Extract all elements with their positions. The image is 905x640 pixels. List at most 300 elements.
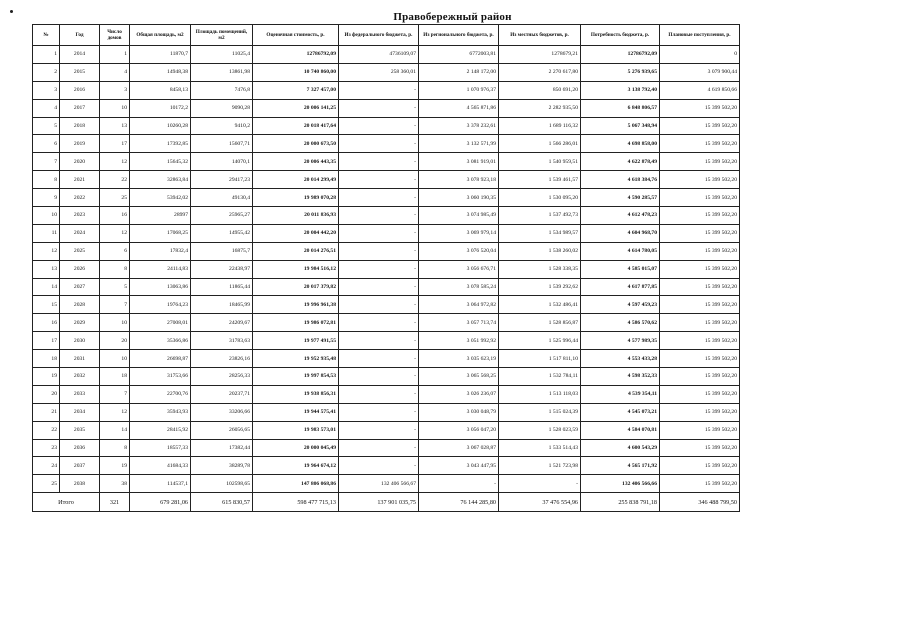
- table-row: [33, 81, 740, 99]
- cell-budget-need: 4 698 858,00: [581, 135, 660, 153]
- cell-federal-budget: -: [339, 296, 419, 314]
- cell-local-budget: 1 521 723,98: [499, 457, 581, 475]
- cell-houses: 20: [100, 332, 130, 350]
- cell-premises-area: 20237,71: [191, 385, 253, 403]
- cell-planned-income: 15 399 502,20: [660, 439, 740, 457]
- cell-federal-budget: -: [339, 224, 419, 242]
- cell-planned-income: 15 399 502,20: [660, 278, 740, 296]
- cell-planned-income: 15 399 502,20: [660, 99, 740, 117]
- cell-premises-area: 14070,1: [191, 153, 253, 171]
- header-year: Год: [60, 25, 100, 46]
- cell-premises-area: 23826,16: [191, 350, 253, 368]
- cell-total-area: 35943,93: [130, 403, 191, 421]
- total-houses: 321: [100, 493, 130, 512]
- cell-budget-need: 4 539 354,11: [581, 385, 660, 403]
- cell-total-area: 10172,2: [130, 99, 191, 117]
- header-row: [33, 25, 740, 46]
- header-federal-budget: Из федерального бюджета, р.: [339, 25, 419, 46]
- cell-local-budget: 1 513 118,03: [499, 385, 581, 403]
- cell-regional-budget: 3 067 028,87: [419, 439, 499, 457]
- cell-year: 2032: [60, 368, 100, 386]
- cell-year: 2033: [60, 385, 100, 403]
- cell-regional-budget: 3 057 713,74: [419, 314, 499, 332]
- cell-local-budget: 1278679,21: [499, 46, 581, 64]
- cell-estimated-cost: 20 006 141,25: [253, 99, 339, 117]
- cell-premises-area: 26056,65: [191, 421, 253, 439]
- cell-planned-income: 15 399 502,20: [660, 260, 740, 278]
- cell-year: 2028: [60, 296, 100, 314]
- cell-budget-need: 4 545 073,21: [581, 403, 660, 421]
- cell-total-area: 31753,66: [130, 368, 191, 386]
- total-label: Итого: [33, 493, 100, 512]
- cell-year: 2020: [60, 153, 100, 171]
- cell-local-budget: 1 537 492,73: [499, 207, 581, 225]
- cell-houses: 7: [100, 296, 130, 314]
- cell-houses: 18: [100, 368, 130, 386]
- cell-premises-area: 11865,44: [191, 278, 253, 296]
- cell-year: 2021: [60, 171, 100, 189]
- cell-total-area: 35366,86: [130, 332, 191, 350]
- cell-premises-area: 18465,99: [191, 296, 253, 314]
- cell-premises-area: 29417,23: [191, 171, 253, 189]
- cell-estimated-cost: 20 018 417,64: [253, 117, 339, 135]
- cell-budget-need: 5 067 348,94: [581, 117, 660, 135]
- cell-federal-budget: -: [339, 117, 419, 135]
- cell-premises-area: 7476,8: [191, 81, 253, 99]
- table-row: [33, 403, 740, 421]
- cell-houses: 8: [100, 439, 130, 457]
- cell-planned-income: 15 399 502,20: [660, 207, 740, 225]
- cell-estimated-cost: 20 017 379,82: [253, 278, 339, 296]
- cell-houses: 12: [100, 403, 130, 421]
- cell-regional-budget: 3 065 568,25: [419, 368, 499, 386]
- cell-local-budget: 2 270 617,80: [499, 63, 581, 81]
- cell-budget-need: 4 618 384,76: [581, 171, 660, 189]
- cell-planned-income: 15 399 502,20: [660, 224, 740, 242]
- cell-federal-budget: 4736109,07: [339, 46, 419, 64]
- cell-houses: 4: [100, 63, 130, 81]
- cell-year: 2017: [60, 99, 100, 117]
- cell-houses: 12: [100, 224, 130, 242]
- cell-budget-need: 5 276 939,65: [581, 63, 660, 81]
- cell-federal-budget: -: [339, 278, 419, 296]
- cell-total-area: 8458,13: [130, 81, 191, 99]
- cell-planned-income: 0: [660, 46, 740, 64]
- cell-local-budget: -: [499, 475, 581, 493]
- header-planned-income: Плановые поступления, р.: [660, 25, 740, 46]
- cell-estimated-cost: 20 000 673,50: [253, 135, 339, 153]
- table-row: [33, 385, 740, 403]
- cell-number: 1: [33, 46, 60, 64]
- cell-estimated-cost: 19 983 573,01: [253, 421, 339, 439]
- cell-local-budget: 1 530 095,20: [499, 189, 581, 207]
- cell-planned-income: 15 399 502,20: [660, 117, 740, 135]
- cell-local-budget: 1 532 784,11: [499, 368, 581, 386]
- cell-regional-budget: 3 078 923,18: [419, 171, 499, 189]
- cell-local-budget: 1 532 486,41: [499, 296, 581, 314]
- cell-planned-income: 15 399 502,20: [660, 368, 740, 386]
- cell-local-budget: 1 689 116,32: [499, 117, 581, 135]
- table-row: [33, 314, 740, 332]
- cell-budget-need: 4 617 877,85: [581, 278, 660, 296]
- cell-planned-income: 15 399 502,20: [660, 171, 740, 189]
- cell-houses: 25: [100, 189, 130, 207]
- cell-year: 2034: [60, 403, 100, 421]
- cell-premises-area: 17382,44: [191, 439, 253, 457]
- cell-budget-need: 132 406 566,66: [581, 475, 660, 493]
- cell-estimated-cost: 19 938 856,31: [253, 385, 339, 403]
- cell-estimated-cost: 19 952 935,48: [253, 350, 339, 368]
- cell-regional-budget: 3 035 623,19: [419, 350, 499, 368]
- cell-local-budget: 1 515 024,39: [499, 403, 581, 421]
- cell-number: 10: [33, 207, 60, 225]
- cell-budget-need: 4 553 433,28: [581, 350, 660, 368]
- table-row: [33, 207, 740, 225]
- cell-number: 7: [33, 153, 60, 171]
- table-row: [33, 278, 740, 296]
- cell-planned-income: 15 399 502,20: [660, 296, 740, 314]
- cell-federal-budget: -: [339, 81, 419, 99]
- table-row: [33, 171, 740, 189]
- cell-federal-budget: -: [339, 403, 419, 421]
- header-number: №: [33, 25, 60, 46]
- cell-estimated-cost: 19 944 575,41: [253, 403, 339, 421]
- cell-budget-need: 3 138 792,40: [581, 81, 660, 99]
- cell-year: 2024: [60, 224, 100, 242]
- cell-regional-budget: 4 565 871,86: [419, 99, 499, 117]
- cell-budget-need: 4 577 989,35: [581, 332, 660, 350]
- cell-federal-budget: -: [339, 153, 419, 171]
- cell-total-area: 15645,32: [130, 153, 191, 171]
- cell-local-budget: 1 534 989,57: [499, 224, 581, 242]
- cell-regional-budget: 3 081 919,01: [419, 153, 499, 171]
- cell-number: 20: [33, 385, 60, 403]
- cell-total-area: 114537,1: [130, 475, 191, 493]
- cell-estimated-cost: 20 004 442,20: [253, 224, 339, 242]
- cell-houses: 17: [100, 135, 130, 153]
- total-local-budget: 37 476 554,96: [499, 493, 581, 512]
- cell-regional-budget: 3 132 571,99: [419, 135, 499, 153]
- cell-year: 2030: [60, 332, 100, 350]
- cell-estimated-cost: 10 740 860,00: [253, 63, 339, 81]
- cell-premises-area: 11025,4: [191, 46, 253, 64]
- cell-number: 12: [33, 242, 60, 260]
- cell-year: 2023: [60, 207, 100, 225]
- cell-local-budget: 1 525 996,44: [499, 332, 581, 350]
- cell-number: 24: [33, 457, 60, 475]
- cell-budget-need: 4 590 285,57: [581, 189, 660, 207]
- cell-estimated-cost: 19 977 491,55: [253, 332, 339, 350]
- cell-planned-income: 15 399 502,20: [660, 385, 740, 403]
- cell-number: 4: [33, 99, 60, 117]
- cell-regional-budget: 3 026 236,07: [419, 385, 499, 403]
- table-row: [33, 224, 740, 242]
- cell-houses: 1: [100, 46, 130, 64]
- cell-premises-area: 16875,7: [191, 242, 253, 260]
- cell-local-budget: 2 282 935,50: [499, 99, 581, 117]
- table-row: [33, 117, 740, 135]
- cell-federal-budget: -: [339, 457, 419, 475]
- cell-premises-area: 38289,78: [191, 457, 253, 475]
- cell-estimated-cost: 19 964 674,12: [253, 457, 339, 475]
- cell-total-area: 26698,87: [130, 350, 191, 368]
- header-local-budget: Из местных бюджетов, р.: [499, 25, 581, 46]
- table-row: [33, 135, 740, 153]
- cell-federal-budget: -: [339, 350, 419, 368]
- cell-houses: 38: [100, 475, 130, 493]
- cell-premises-area: 9090,28: [191, 99, 253, 117]
- cell-planned-income: 15 399 502,20: [660, 135, 740, 153]
- total-planned-income: 346 488 799,50: [660, 493, 740, 512]
- table-row: [33, 457, 740, 475]
- cell-premises-area: 49130,4: [191, 189, 253, 207]
- cell-year: 2018: [60, 117, 100, 135]
- cell-federal-budget: -: [339, 135, 419, 153]
- cell-premises-area: 31783,63: [191, 332, 253, 350]
- cell-houses: 16: [100, 207, 130, 225]
- cell-total-area: 14948,38: [130, 63, 191, 81]
- cell-number: 22: [33, 421, 60, 439]
- cell-planned-income: 15 399 502,20: [660, 332, 740, 350]
- cell-regional-budget: 3 378 232,61: [419, 117, 499, 135]
- cell-total-area: 27008,01: [130, 314, 191, 332]
- cell-total-area: 18557,33: [130, 439, 191, 457]
- cell-regional-budget: 3 056 676,71: [419, 260, 499, 278]
- cell-estimated-cost: 19 986 072,81: [253, 314, 339, 332]
- total-budget-need: 255 838 791,18: [581, 493, 660, 512]
- table-row: [33, 368, 740, 386]
- header-total-area: Общая площадь, м2: [130, 25, 191, 46]
- cell-number: 16: [33, 314, 60, 332]
- cell-local-budget: 850 691,20: [499, 81, 581, 99]
- table-row: [33, 475, 740, 493]
- cell-estimated-cost: 19 984 516,12: [253, 260, 339, 278]
- cell-planned-income: 15 399 502,20: [660, 421, 740, 439]
- table-row: [33, 63, 740, 81]
- cell-houses: 10: [100, 99, 130, 117]
- cell-total-area: 17832,4: [130, 242, 191, 260]
- cell-budget-need: 4 600 543,29: [581, 439, 660, 457]
- cell-federal-budget: 132 406 566,67: [339, 475, 419, 493]
- cell-federal-budget: -: [339, 260, 419, 278]
- table-row: [33, 46, 740, 64]
- cell-premises-area: 9410,2: [191, 117, 253, 135]
- total-regional-budget: 76 144 285,80: [419, 493, 499, 512]
- cell-number: 14: [33, 278, 60, 296]
- cell-federal-budget: 258 360,01: [339, 63, 419, 81]
- cell-planned-income: 15 399 502,20: [660, 189, 740, 207]
- cell-total-area: 17068,25: [130, 224, 191, 242]
- cell-federal-budget: -: [339, 421, 419, 439]
- cell-premises-area: 102598,65: [191, 475, 253, 493]
- cell-year: 2027: [60, 278, 100, 296]
- cell-local-budget: 1 528 338,35: [499, 260, 581, 278]
- cell-year: 2026: [60, 260, 100, 278]
- cell-planned-income: 15 399 502,20: [660, 403, 740, 421]
- cell-local-budget: 1 538 260,02: [499, 242, 581, 260]
- cell-planned-income: 15 399 502,20: [660, 350, 740, 368]
- cell-federal-budget: -: [339, 242, 419, 260]
- header-premises-area: Площадь помещений, м2: [191, 25, 253, 46]
- cell-planned-income: 4 619 850,66: [660, 81, 740, 99]
- cell-federal-budget: -: [339, 439, 419, 457]
- cell-year: 2035: [60, 421, 100, 439]
- cell-local-budget: 1 539 461,57: [499, 171, 581, 189]
- table-row: [33, 153, 740, 171]
- cell-total-area: 53942,02: [130, 189, 191, 207]
- cell-local-budget: 1 517 811,10: [499, 350, 581, 368]
- cell-total-area: 13063,86: [130, 278, 191, 296]
- cell-budget-need: 4 565 171,92: [581, 457, 660, 475]
- cell-regional-budget: 1 070 976,37: [419, 81, 499, 99]
- cell-estimated-cost: 19 997 854,53: [253, 368, 339, 386]
- cell-number: 6: [33, 135, 60, 153]
- header-houses: Число домов: [100, 25, 130, 46]
- cell-year: 2029: [60, 314, 100, 332]
- cell-total-area: 19764,23: [130, 296, 191, 314]
- cell-estimated-cost: 147 806 068,86: [253, 475, 339, 493]
- cell-houses: 10: [100, 350, 130, 368]
- cell-regional-budget: 2 148 172,00: [419, 63, 499, 81]
- cell-regional-budget: 3 064 972,82: [419, 296, 499, 314]
- cell-houses: 12: [100, 153, 130, 171]
- cell-houses: 6: [100, 242, 130, 260]
- header-regional-budget: Из регионального бюджета, р.: [419, 25, 499, 46]
- cell-houses: 13: [100, 117, 130, 135]
- cell-local-budget: 1 539 292,62: [499, 278, 581, 296]
- cell-premises-area: 25965,27: [191, 207, 253, 225]
- cell-regional-budget: 3 078 585,24: [419, 278, 499, 296]
- cell-estimated-cost: 20 006 443,35: [253, 153, 339, 171]
- cell-number: 9: [33, 189, 60, 207]
- cell-houses: 10: [100, 314, 130, 332]
- cell-number: 23: [33, 439, 60, 457]
- cell-regional-budget: 3 074 985,49: [419, 207, 499, 225]
- cell-local-budget: 1 540 959,51: [499, 153, 581, 171]
- cell-number: 18: [33, 350, 60, 368]
- cell-total-area: 22700,76: [130, 385, 191, 403]
- cell-regional-budget: 3 056 047,20: [419, 421, 499, 439]
- cell-budget-need: 4 614 780,05: [581, 242, 660, 260]
- cell-planned-income: 15 399 502,20: [660, 457, 740, 475]
- cell-planned-income: 15 399 502,20: [660, 153, 740, 171]
- total-estimated-cost: 598 477 715,13: [253, 493, 339, 512]
- cell-budget-need: 4 612 478,23: [581, 207, 660, 225]
- cell-year: 2036: [60, 439, 100, 457]
- cell-year: 2019: [60, 135, 100, 153]
- cell-houses: 22: [100, 171, 130, 189]
- cell-houses: 5: [100, 278, 130, 296]
- cell-number: 13: [33, 260, 60, 278]
- cell-year: 2022: [60, 189, 100, 207]
- cell-estimated-cost: 7 327 457,00: [253, 81, 339, 99]
- cell-estimated-cost: 19 996 961,38: [253, 296, 339, 314]
- cell-total-area: 11870,7: [130, 46, 191, 64]
- cell-regional-budget: 3 060 190,35: [419, 189, 499, 207]
- cell-premises-area: 24209,67: [191, 314, 253, 332]
- table-row: [33, 421, 740, 439]
- cell-budget-need: 4 584 070,81: [581, 421, 660, 439]
- cell-houses: 3: [100, 81, 130, 99]
- cell-total-area: 24114,83: [130, 260, 191, 278]
- cell-federal-budget: -: [339, 385, 419, 403]
- cell-premises-area: 22438,97: [191, 260, 253, 278]
- cell-total-area: 17392,85: [130, 135, 191, 153]
- cell-premises-area: 13861,98: [191, 63, 253, 81]
- cell-estimated-cost: 19 989 070,28: [253, 189, 339, 207]
- cell-houses: 7: [100, 385, 130, 403]
- cell-budget-need: 4 585 015,07: [581, 260, 660, 278]
- cell-total-area: 28415,92: [130, 421, 191, 439]
- table-row: [33, 189, 740, 207]
- cell-year: 2038: [60, 475, 100, 493]
- cell-regional-budget: 3 043 447,95: [419, 457, 499, 475]
- cell-year: 2025: [60, 242, 100, 260]
- cell-federal-budget: -: [339, 189, 419, 207]
- cell-regional-budget: 6772003,81: [419, 46, 499, 64]
- cell-local-budget: 1 528 856,87: [499, 314, 581, 332]
- table-row: [33, 350, 740, 368]
- cell-number: 11: [33, 224, 60, 242]
- cell-federal-budget: -: [339, 314, 419, 332]
- cell-planned-income: 15 399 502,20: [660, 314, 740, 332]
- cell-total-area: 10260,28: [130, 117, 191, 135]
- cell-year: 2015: [60, 63, 100, 81]
- cell-estimated-cost: 20 014 299,49: [253, 171, 339, 189]
- cell-premises-area: 14955,42: [191, 224, 253, 242]
- cell-estimated-cost: 20 014 276,51: [253, 242, 339, 260]
- table-row: [33, 242, 740, 260]
- cell-number: 17: [33, 332, 60, 350]
- cell-local-budget: 1 528 023,59: [499, 421, 581, 439]
- cell-year: 2031: [60, 350, 100, 368]
- cell-local-budget: 1 566 286,01: [499, 135, 581, 153]
- total-premises-area: 615 830,57: [191, 493, 253, 512]
- table-row: [33, 332, 740, 350]
- cell-number: 5: [33, 117, 60, 135]
- cell-budget-need: 12786792,09: [581, 46, 660, 64]
- total-federal-budget: 137 901 035,75: [339, 493, 419, 512]
- cell-total-area: 32863,84: [130, 171, 191, 189]
- table-row: [33, 260, 740, 278]
- header-budget-need: Потребность бюджета, р.: [581, 25, 660, 46]
- cell-budget-need: 4 598 352,33: [581, 368, 660, 386]
- cell-estimated-cost: 20 000 045,49: [253, 439, 339, 457]
- cell-budget-need: 4 604 968,70: [581, 224, 660, 242]
- cell-planned-income: 3 079 900,44: [660, 63, 740, 81]
- table-row: [33, 99, 740, 117]
- cell-year: 2037: [60, 457, 100, 475]
- cell-regional-budget: 3 069 979,14: [419, 224, 499, 242]
- cell-estimated-cost: 12786792,09: [253, 46, 339, 64]
- cell-federal-budget: -: [339, 99, 419, 117]
- cell-regional-budget: -: [419, 475, 499, 493]
- cell-estimated-cost: 20 011 836,93: [253, 207, 339, 225]
- page-title: Правобережный район: [393, 11, 512, 23]
- cell-total-area: 41684,33: [130, 457, 191, 475]
- cell-total-area: 28997: [130, 207, 191, 225]
- cell-planned-income: 15 399 502,20: [660, 475, 740, 493]
- cell-planned-income: 15 399 502,20: [660, 242, 740, 260]
- total-row: [33, 493, 740, 512]
- table-row: [33, 439, 740, 457]
- cell-number: 15: [33, 296, 60, 314]
- cell-premises-area: 28256,33: [191, 368, 253, 386]
- cell-houses: 14: [100, 421, 130, 439]
- cell-houses: 19: [100, 457, 130, 475]
- total-area: 679 281,06: [130, 493, 191, 512]
- cell-year: 2016: [60, 81, 100, 99]
